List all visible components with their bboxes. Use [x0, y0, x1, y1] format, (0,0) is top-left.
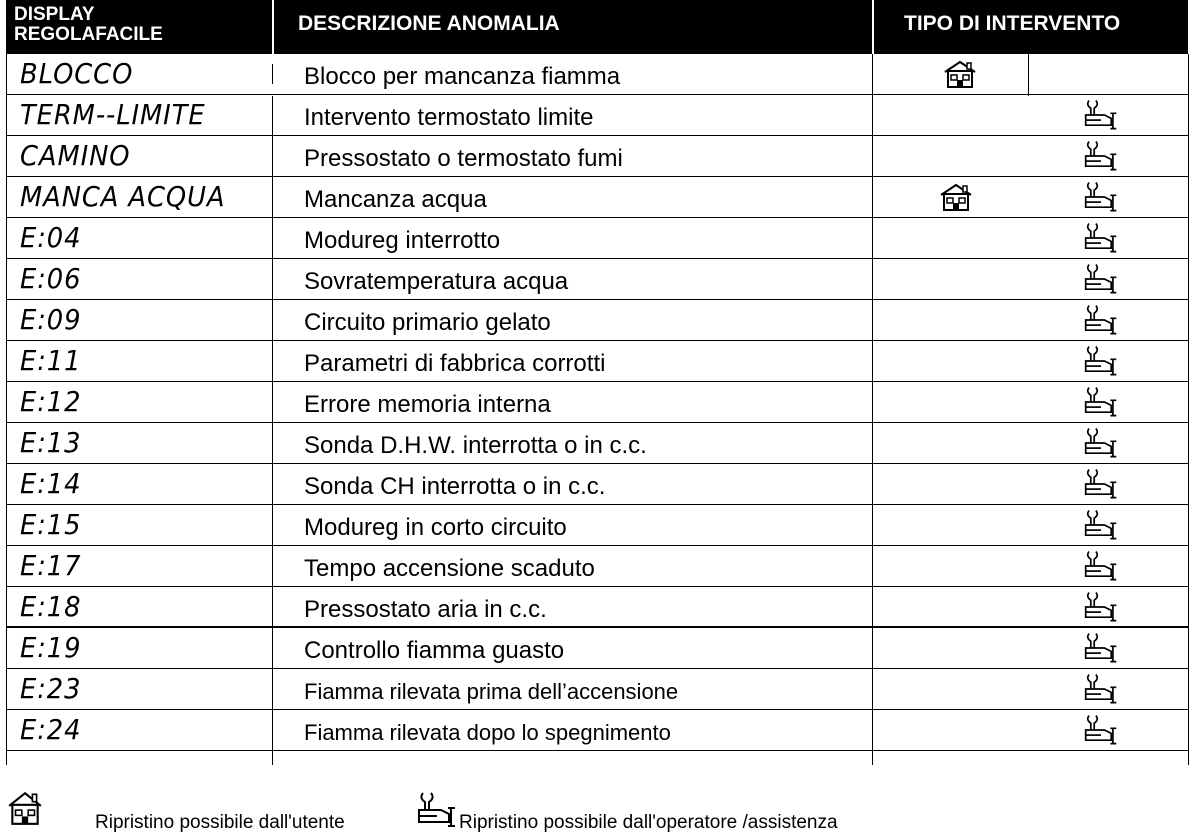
display-code: E:06 [20, 262, 82, 295]
display-code: E:13 [20, 426, 82, 459]
anomaly-table [6, 54, 1188, 751]
wrench-hand-icon [1080, 590, 1122, 624]
wrench-hand-icon [1080, 385, 1122, 419]
header-display [6, 0, 272, 54]
grid-line-desc [872, 54, 873, 765]
display-code: TERM--LIMITE [20, 98, 206, 131]
wrench-hand-icon [1080, 344, 1122, 378]
wrench-hand-icon [1080, 180, 1122, 214]
header-display-line2: REGOLAFACILE [14, 24, 163, 45]
table-row [6, 259, 1188, 300]
anomaly-description: Sonda D.H.W. interrotta o in c.c. [304, 432, 647, 459]
anomaly-description: Controllo fiamma guasto [304, 637, 565, 664]
wrench-hand-icon [1080, 303, 1122, 337]
display-code: E:18 [20, 590, 82, 623]
anomaly-description: Modureg interrotto [304, 227, 501, 254]
anomaly-description: Modureg in corto circuito [304, 514, 567, 541]
anomaly-description: Pressostato aria in c.c. [304, 596, 547, 623]
grid-line-code [272, 96, 273, 765]
anomaly-description: Errore memoria interna [304, 391, 551, 418]
table-row [6, 505, 1188, 546]
anomaly-description: Blocco per mancanza fiamma [304, 63, 621, 90]
legend-service-text: Ripristino possibile dall'operatore /assistenza [459, 812, 838, 833]
display-code: E:17 [20, 549, 82, 582]
anomaly-description: Circuito primario gelato [304, 309, 551, 336]
table-row [6, 341, 1188, 382]
legend [0, 780, 1195, 838]
wrench-hand-icon [1080, 508, 1122, 542]
wrench-hand-icon [1080, 713, 1122, 747]
wrench-hand-icon [1080, 426, 1122, 460]
table-row [6, 628, 1188, 669]
wrench-hand-icon [1080, 221, 1122, 255]
display-code: E:19 [20, 631, 82, 664]
anomaly-description: Fiamma rilevata prima dell’accensione [304, 679, 679, 704]
wrench-hand-icon [1080, 672, 1122, 706]
table-header [6, 0, 1188, 54]
display-code: E:15 [20, 508, 82, 541]
grid-line-code-top [272, 64, 273, 84]
anomaly-description: Sonda CH interrotta o in c.c. [304, 473, 606, 500]
wrench-hand-icon [1080, 262, 1122, 296]
table-row [6, 587, 1188, 628]
table-row [6, 382, 1188, 423]
table-row [6, 136, 1188, 177]
header-display-line1: DISPLAY [14, 4, 95, 25]
display-code: CAMINO [20, 139, 131, 172]
anomaly-description: Fiamma rilevata dopo lo spegnimento [304, 720, 671, 745]
display-code: MANCA ACQUA [20, 180, 226, 213]
display-code: BLOCCO [20, 57, 134, 90]
table-row [6, 546, 1188, 587]
display-code: E:09 [20, 303, 82, 336]
table-row [6, 669, 1188, 710]
grid-line-left [6, 54, 7, 765]
table-row [6, 218, 1188, 259]
header-description: DESCRIZIONE ANOMALIA [298, 12, 560, 35]
display-code: E:14 [20, 467, 82, 500]
anomaly-description: Parametri di fabbrica corrotti [304, 350, 606, 377]
wrench-hand-icon [1080, 549, 1122, 583]
header-intervention: TIPO DI INTERVENTO [904, 12, 1121, 35]
anomaly-description: Intervento termostato limite [304, 104, 594, 131]
wrench-hand-icon [415, 790, 459, 830]
anomaly-description: Tempo accensione scaduto [304, 555, 595, 582]
grid-line-intervention [1028, 54, 1029, 96]
wrench-hand-icon [1080, 139, 1122, 173]
table-row [6, 177, 1188, 218]
table-row [6, 54, 1188, 95]
grid-line-right [1188, 54, 1189, 765]
display-code: E:04 [20, 221, 82, 254]
display-code: E:11 [20, 344, 82, 377]
anomaly-description: Sovratemperatura acqua [304, 268, 569, 295]
wrench-hand-icon [1080, 467, 1122, 501]
table-row [6, 300, 1188, 341]
wrench-hand-icon [1080, 98, 1122, 132]
wrench-hand-icon [1080, 631, 1122, 665]
display-code: E:24 [20, 713, 82, 746]
display-code: E:23 [20, 672, 82, 705]
legend-user-text: Ripristino possibile dall'utente [95, 812, 345, 833]
table-row [6, 95, 1188, 136]
anomaly-description: Pressostato o termostato fumi [304, 145, 623, 172]
display-code: E:12 [20, 385, 82, 418]
house-icon [938, 183, 974, 211]
table-row [6, 464, 1188, 505]
table-row [6, 710, 1188, 751]
table-row [6, 423, 1188, 464]
anomaly-description: Mancanza acqua [304, 186, 487, 213]
house-icon [6, 790, 44, 826]
house-icon [942, 60, 978, 88]
